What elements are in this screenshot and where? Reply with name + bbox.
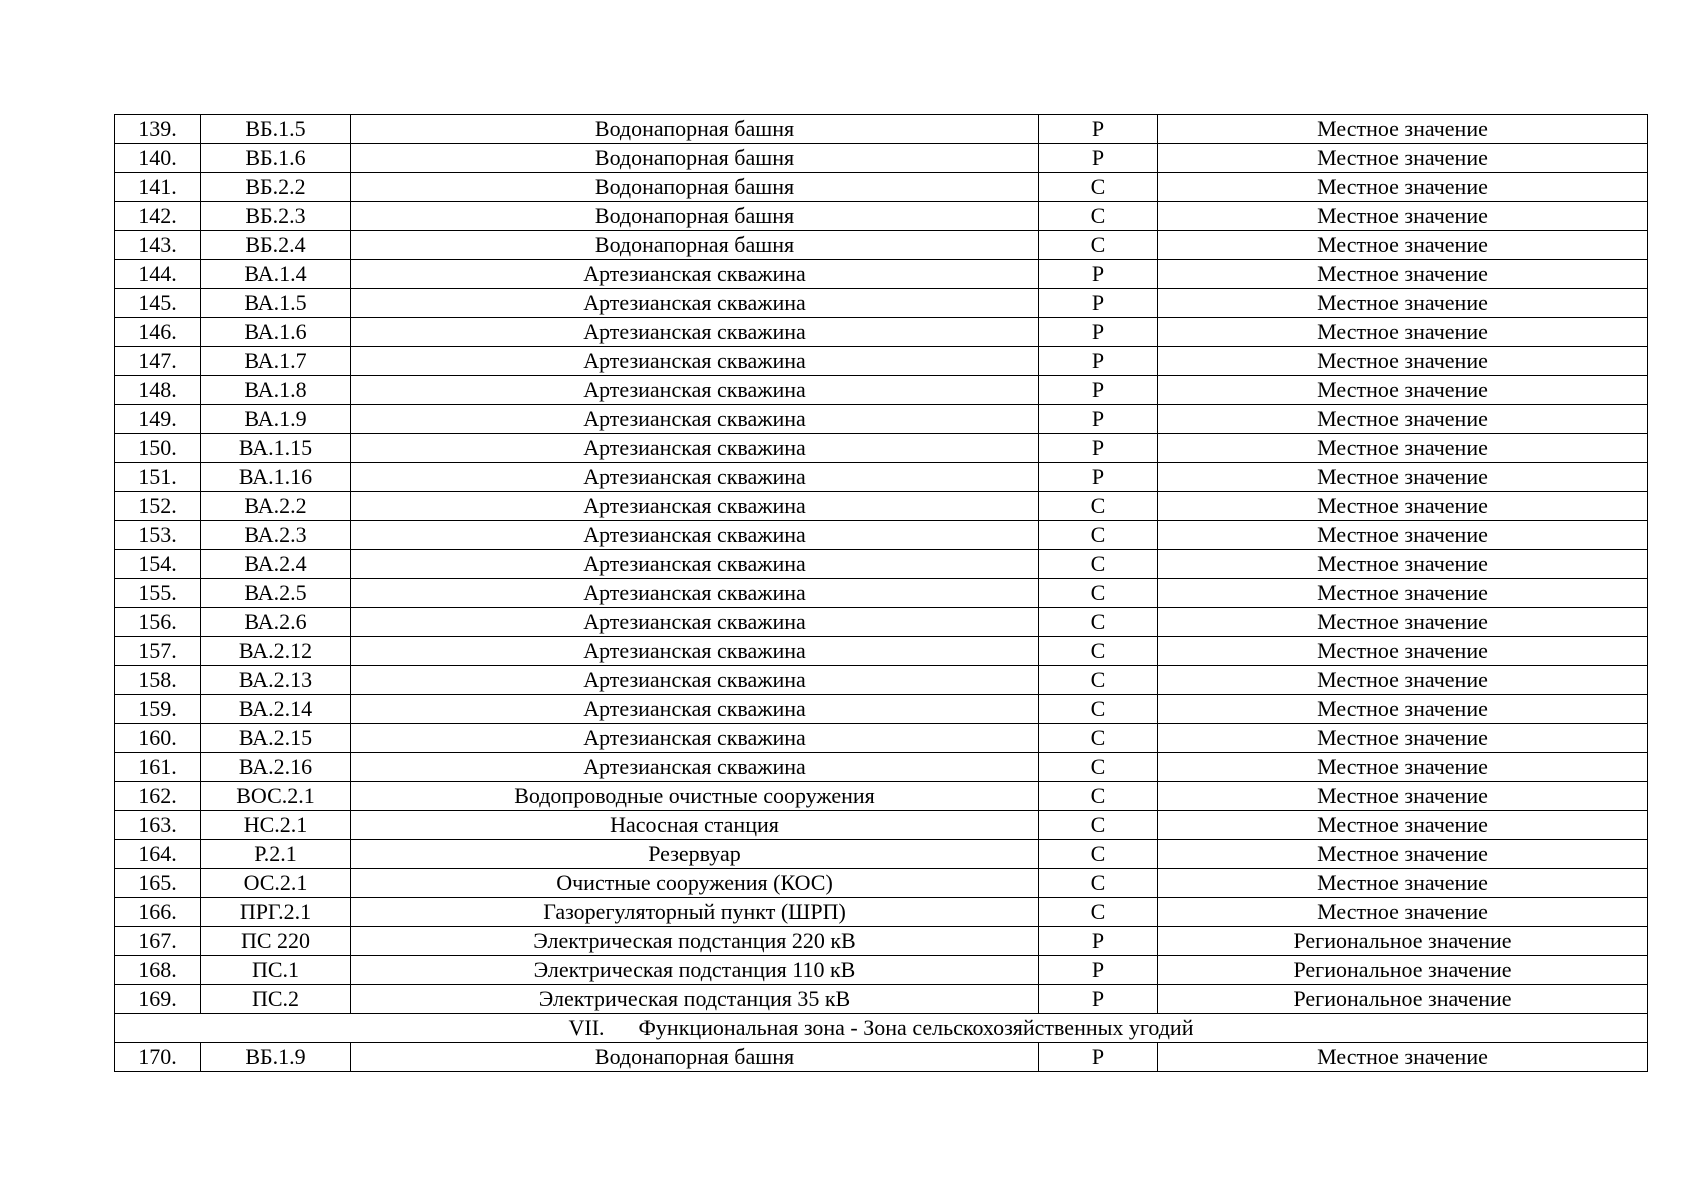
object-code-cell: ВБ.2.2 — [201, 173, 351, 202]
object-code-cell: ВБ.2.4 — [201, 231, 351, 260]
object-type-cell: С — [1039, 811, 1158, 840]
section-header-cell — [115, 1014, 1648, 1043]
significance-cell: Местное значение — [1158, 666, 1648, 695]
table-row — [115, 1043, 1648, 1072]
significance-cell: Местное значение — [1158, 579, 1648, 608]
object-code-cell: ВА.2.6 — [201, 608, 351, 637]
row-number-cell: 169. — [115, 985, 201, 1014]
significance-cell: Местное значение — [1158, 405, 1648, 434]
significance-cell: Местное значение — [1158, 753, 1648, 782]
table-row — [115, 695, 1648, 724]
object-type-cell: Р — [1039, 463, 1158, 492]
object-type-cell: Р — [1039, 289, 1158, 318]
table-row — [115, 985, 1648, 1014]
significance-cell: Региональное значение — [1158, 956, 1648, 985]
object-type-cell: С — [1039, 492, 1158, 521]
row-number-cell: 139. — [115, 115, 201, 144]
object-name-cell: Артезианская скважина — [351, 260, 1039, 289]
object-code-cell: ВА.1.5 — [201, 289, 351, 318]
object-type-cell: С — [1039, 724, 1158, 753]
table-row — [115, 869, 1648, 898]
object-code-cell: ОС.2.1 — [201, 869, 351, 898]
object-type-cell: С — [1039, 695, 1158, 724]
row-number-cell: 140. — [115, 144, 201, 173]
significance-cell: Местное значение — [1158, 115, 1648, 144]
object-type-cell: С — [1039, 840, 1158, 869]
table-row — [115, 753, 1648, 782]
object-type-cell: С — [1039, 637, 1158, 666]
significance-cell: Местное значение — [1158, 840, 1648, 869]
significance-cell: Местное значение — [1158, 492, 1648, 521]
row-number-cell: 157. — [115, 637, 201, 666]
object-type-cell: Р — [1039, 985, 1158, 1014]
significance-cell: Местное значение — [1158, 318, 1648, 347]
object-code-cell: ПС.1 — [201, 956, 351, 985]
object-code-cell: ВБ.2.3 — [201, 202, 351, 231]
object-code-cell: ВОС.2.1 — [201, 782, 351, 811]
object-name-cell: Водонапорная башня — [351, 231, 1039, 260]
object-type-cell: Р — [1039, 1043, 1158, 1072]
table-row — [115, 347, 1648, 376]
table-row — [115, 463, 1648, 492]
table-row — [115, 202, 1648, 231]
object-type-cell: С — [1039, 202, 1158, 231]
object-name-cell: Электрическая подстанция 35 кВ — [351, 985, 1039, 1014]
object-type-cell: С — [1039, 666, 1158, 695]
significance-cell: Местное значение — [1158, 260, 1648, 289]
significance-cell: Местное значение — [1158, 898, 1648, 927]
object-type-cell: С — [1039, 521, 1158, 550]
table-row — [115, 260, 1648, 289]
table-row — [115, 405, 1648, 434]
table-row — [115, 608, 1648, 637]
table-row — [115, 637, 1648, 666]
object-type-cell: Р — [1039, 318, 1158, 347]
object-type-cell: Р — [1039, 115, 1158, 144]
object-name-cell: Артезианская скважина — [351, 405, 1039, 434]
significance-cell: Местное значение — [1158, 347, 1648, 376]
object-name-cell: Очистные сооружения (КОС) — [351, 869, 1039, 898]
row-number-cell: 143. — [115, 231, 201, 260]
significance-cell: Местное значение — [1158, 463, 1648, 492]
object-name-cell: Артезианская скважина — [351, 550, 1039, 579]
object-type-cell: Р — [1039, 434, 1158, 463]
table-row — [115, 376, 1648, 405]
row-number-cell: 159. — [115, 695, 201, 724]
row-number-cell: 144. — [115, 260, 201, 289]
object-name-cell: Водопроводные очистные сооружения — [351, 782, 1039, 811]
object-code-cell: ВА.2.5 — [201, 579, 351, 608]
object-code-cell: ВБ.1.9 — [201, 1043, 351, 1072]
object-name-cell: Артезианская скважина — [351, 579, 1039, 608]
table-row — [115, 289, 1648, 318]
significance-cell: Региональное значение — [1158, 927, 1648, 956]
row-number-cell: 148. — [115, 376, 201, 405]
object-name-cell: Артезианская скважина — [351, 463, 1039, 492]
object-type-cell: С — [1039, 173, 1158, 202]
object-code-cell: ВБ.1.5 — [201, 115, 351, 144]
object-name-cell: Артезианская скважина — [351, 376, 1039, 405]
object-code-cell: ВА.2.16 — [201, 753, 351, 782]
object-name-cell: Артезианская скважина — [351, 753, 1039, 782]
object-name-cell: Артезианская скважина — [351, 608, 1039, 637]
table-row — [115, 927, 1648, 956]
table-row — [115, 840, 1648, 869]
significance-cell: Местное значение — [1158, 376, 1648, 405]
object-code-cell: ВА.1.8 — [201, 376, 351, 405]
row-number-cell: 162. — [115, 782, 201, 811]
object-code-cell: ПС.2 — [201, 985, 351, 1014]
significance-cell: Местное значение — [1158, 608, 1648, 637]
object-name-cell: Водонапорная башня — [351, 173, 1039, 202]
row-number-cell: 155. — [115, 579, 201, 608]
object-name-cell: Электрическая подстанция 110 кВ — [351, 956, 1039, 985]
table-row — [115, 898, 1648, 927]
object-type-cell: Р — [1039, 956, 1158, 985]
object-code-cell: НС.2.1 — [201, 811, 351, 840]
row-number-cell: 165. — [115, 869, 201, 898]
object-name-cell: Газорегуляторный пункт (ШРП) — [351, 898, 1039, 927]
object-type-cell: С — [1039, 231, 1158, 260]
object-type-cell: Р — [1039, 347, 1158, 376]
row-number-cell: 153. — [115, 521, 201, 550]
table-row — [115, 724, 1648, 753]
table-row — [115, 173, 1648, 202]
table-row — [115, 492, 1648, 521]
row-number-cell: 167. — [115, 927, 201, 956]
object-type-cell: Р — [1039, 260, 1158, 289]
object-name-cell: Артезианская скважина — [351, 434, 1039, 463]
row-number-cell: 147. — [115, 347, 201, 376]
object-code-cell: ВА.1.15 — [201, 434, 351, 463]
table-row — [115, 434, 1648, 463]
object-code-cell: ВА.2.2 — [201, 492, 351, 521]
row-number-cell: 141. — [115, 173, 201, 202]
significance-cell: Местное значение — [1158, 550, 1648, 579]
object-name-cell: Артезианская скважина — [351, 724, 1039, 753]
table-row — [115, 811, 1648, 840]
object-name-cell: Электрическая подстанция 220 кВ — [351, 927, 1039, 956]
object-code-cell: ВА.2.14 — [201, 695, 351, 724]
object-name-cell: Артезианская скважина — [351, 289, 1039, 318]
object-name-cell: Артезианская скважина — [351, 318, 1039, 347]
object-code-cell: ПРГ.2.1 — [201, 898, 351, 927]
object-type-cell: С — [1039, 550, 1158, 579]
object-code-cell: ВА.2.12 — [201, 637, 351, 666]
object-type-cell: Р — [1039, 144, 1158, 173]
row-number-cell: 164. — [115, 840, 201, 869]
object-type-cell: Р — [1039, 927, 1158, 956]
object-code-cell: ВА.1.6 — [201, 318, 351, 347]
row-number-cell: 158. — [115, 666, 201, 695]
object-name-cell: Артезианская скважина — [351, 695, 1039, 724]
object-name-cell: Артезианская скважина — [351, 637, 1039, 666]
object-name-cell: Водонапорная башня — [351, 115, 1039, 144]
table-row — [115, 666, 1648, 695]
section-title: Функциональная зона - Зона сельскохозяйственных угодий — [638, 1015, 1194, 1040]
row-number-cell: 156. — [115, 608, 201, 637]
table-body — [115, 115, 1648, 1072]
table-row — [115, 115, 1648, 144]
significance-cell: Местное значение — [1158, 1043, 1648, 1072]
object-code-cell: ВА.2.4 — [201, 550, 351, 579]
object-name-cell: Водонапорная башня — [351, 1043, 1039, 1072]
row-number-cell: 163. — [115, 811, 201, 840]
object-code-cell: ВА.2.15 — [201, 724, 351, 753]
row-number-cell: 142. — [115, 202, 201, 231]
section-header-row — [115, 1014, 1648, 1043]
table-row — [115, 231, 1648, 260]
significance-cell: Региональное значение — [1158, 985, 1648, 1014]
object-type-cell: Р — [1039, 405, 1158, 434]
significance-cell: Местное значение — [1158, 637, 1648, 666]
table-row — [115, 579, 1648, 608]
significance-cell: Местное значение — [1158, 434, 1648, 463]
objects-table — [114, 114, 1648, 1072]
row-number-cell: 150. — [115, 434, 201, 463]
object-type-cell: С — [1039, 898, 1158, 927]
row-number-cell: 152. — [115, 492, 201, 521]
object-type-cell: Р — [1039, 376, 1158, 405]
table-row — [115, 550, 1648, 579]
significance-cell: Местное значение — [1158, 521, 1648, 550]
object-code-cell: ВА.1.4 — [201, 260, 351, 289]
object-name-cell: Водонапорная башня — [351, 202, 1039, 231]
object-name-cell: Резервуар — [351, 840, 1039, 869]
significance-cell: Местное значение — [1158, 695, 1648, 724]
row-number-cell: 170. — [115, 1043, 201, 1072]
object-name-cell: Артезианская скважина — [351, 521, 1039, 550]
object-code-cell: ВБ.1.6 — [201, 144, 351, 173]
object-code-cell: ВА.2.13 — [201, 666, 351, 695]
significance-cell: Местное значение — [1158, 869, 1648, 898]
significance-cell: Местное значение — [1158, 231, 1648, 260]
table-row — [115, 956, 1648, 985]
section-number: VII. — [568, 1015, 605, 1040]
significance-cell: Местное значение — [1158, 202, 1648, 231]
object-name-cell: Артезианская скважина — [351, 492, 1039, 521]
row-number-cell: 160. — [115, 724, 201, 753]
object-name-cell: Артезианская скважина — [351, 347, 1039, 376]
object-type-cell: С — [1039, 869, 1158, 898]
row-number-cell: 168. — [115, 956, 201, 985]
object-code-cell: ВА.2.3 — [201, 521, 351, 550]
row-number-cell: 145. — [115, 289, 201, 318]
object-code-cell: ПС 220 — [201, 927, 351, 956]
significance-cell: Местное значение — [1158, 144, 1648, 173]
object-name-cell: Насосная станция — [351, 811, 1039, 840]
object-code-cell: ВА.1.7 — [201, 347, 351, 376]
object-type-cell: С — [1039, 579, 1158, 608]
table-row — [115, 144, 1648, 173]
significance-cell: Местное значение — [1158, 724, 1648, 753]
object-code-cell: ВА.1.9 — [201, 405, 351, 434]
object-type-cell: С — [1039, 608, 1158, 637]
object-type-cell: С — [1039, 753, 1158, 782]
significance-cell: Местное значение — [1158, 289, 1648, 318]
significance-cell: Местное значение — [1158, 782, 1648, 811]
table-row — [115, 782, 1648, 811]
row-number-cell: 161. — [115, 753, 201, 782]
table-row — [115, 318, 1648, 347]
row-number-cell: 166. — [115, 898, 201, 927]
table-row — [115, 521, 1648, 550]
significance-cell: Местное значение — [1158, 811, 1648, 840]
row-number-cell: 149. — [115, 405, 201, 434]
object-type-cell: С — [1039, 782, 1158, 811]
significance-cell: Местное значение — [1158, 173, 1648, 202]
object-code-cell: Р.2.1 — [201, 840, 351, 869]
object-name-cell: Водонапорная башня — [351, 144, 1039, 173]
row-number-cell: 146. — [115, 318, 201, 347]
object-code-cell: ВА.1.16 — [201, 463, 351, 492]
object-name-cell: Артезианская скважина — [351, 666, 1039, 695]
row-number-cell: 151. — [115, 463, 201, 492]
row-number-cell: 154. — [115, 550, 201, 579]
